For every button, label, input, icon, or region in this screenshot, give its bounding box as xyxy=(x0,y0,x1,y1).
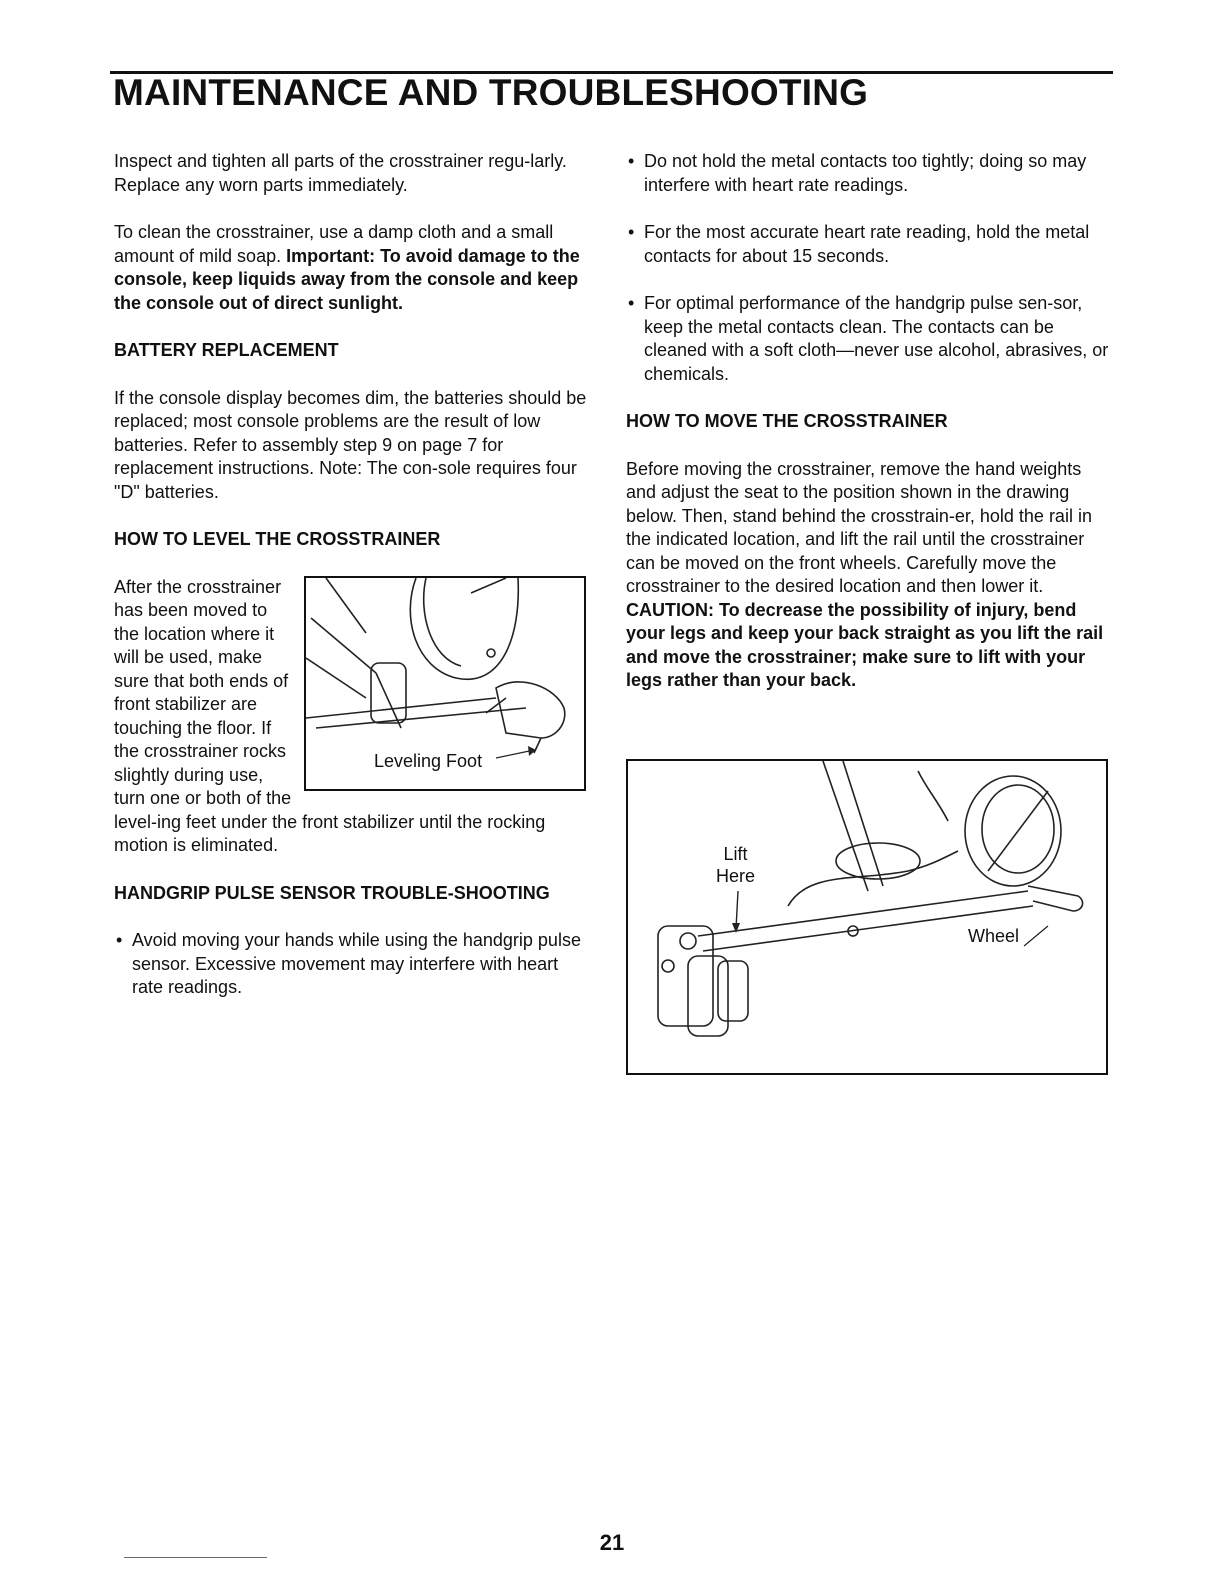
footer-line xyxy=(124,1557,267,1558)
page-number: 21 xyxy=(599,1530,625,1555)
crosstrainer-illustration xyxy=(628,761,1106,1073)
battery-paragraph: If the console display becomes dim, the batteries should be replaced; most console problems are the result of low batteries. Refer to assembly step 9 on page 7 for replacement instructions. Note: The con-sole requires four "D" batteries. xyxy=(114,387,587,502)
handgrip-bullet-4: • For optimal performance of the handgrip pulse sen-sor, keep the metal contacts clean. The contacts can be cleaned with a soft cloth—never use alcohol, abrasives, or chemicals. xyxy=(626,292,1110,386)
page-title: MAINTENANCE AND TROUBLESHOOTING xyxy=(113,72,869,113)
leveling-foot-figure xyxy=(304,576,586,791)
right-column xyxy=(626,150,1110,717)
intro-paragraph: Inspect and tighten all parts of the crosstrainer regu-larly. Replace any worn parts immediately. xyxy=(114,151,567,195)
cleaning-warning: Important: To avoid damage to the console, keep liquids away from the console and keep the console out of direct sunlight. xyxy=(114,245,580,313)
level-section xyxy=(114,576,592,858)
lift-here-label: Lift Here xyxy=(716,844,756,886)
handgrip-bullet-2: • Do not hold the metal contacts too tightly; doing so may interfere with heart rate readings. xyxy=(626,150,1110,197)
handgrip-bullet-3: • For the most accurate heart rate reading, hold the metal contacts for about 15 seconds. xyxy=(626,221,1110,268)
level-heading: HOW TO LEVEL THE CROSSTRAINER xyxy=(114,529,441,549)
move-heading: HOW TO MOVE THE CROSSTRAINER xyxy=(626,411,948,431)
move-caution: CAUTION: To decrease the possibility of injury, bend your legs and keep your back straight as you lift the rail and move the crosstrainer; make sure to lift with your legs rather than your back. xyxy=(626,599,1104,690)
handgrip-bullet-1: • Avoid moving your hands while using the handgrip pulse sensor. Excessive movement may interfere with heart rate readings. xyxy=(114,929,592,1000)
left-column xyxy=(114,150,592,1024)
level-paragraph: After the crosstrainer has been moved to the location where it will be used, make sure that both ends of front stabilizer are touching the floor. If the crosstrainer rocks slightly during use, turn one or both of the level-ing feet under the front stabilizer until the rocking motion is eliminated. xyxy=(114,576,546,855)
battery-heading: BATTERY REPLACEMENT xyxy=(114,340,339,360)
move-crosstrainer-figure xyxy=(626,759,1108,1075)
cleaning-paragraph: To clean the crosstrainer, use a damp cloth and a small amount of mild soap. Important: To avoid damage to the console, keep liquids away from the console and keep the console out of direct sunlight. xyxy=(114,222,580,313)
leveling-foot-label: Leveling Foot xyxy=(374,750,483,771)
move-paragraph: Before moving the crosstrainer, remove the hand weights and adjust the seat to the position shown in the drawing below. Then, stand behind the crosstrain-er, hold the rail in the indicated location, and lift the rail until the crosstrainer can be moved on the front wheels. Carefully move the crosstrainer to the desired location and then lower it. CAUTION: To decrease the possibility of injury, bend your legs and keep your back straight as you lift the rail and move the crosstrainer; make sure to lift with your legs rather than your back. xyxy=(626,458,1104,690)
wheel-label: Wheel xyxy=(968,926,1020,946)
handgrip-heading: HANDGRIP PULSE SENSOR TROUBLE-SHOOTING xyxy=(114,882,550,903)
